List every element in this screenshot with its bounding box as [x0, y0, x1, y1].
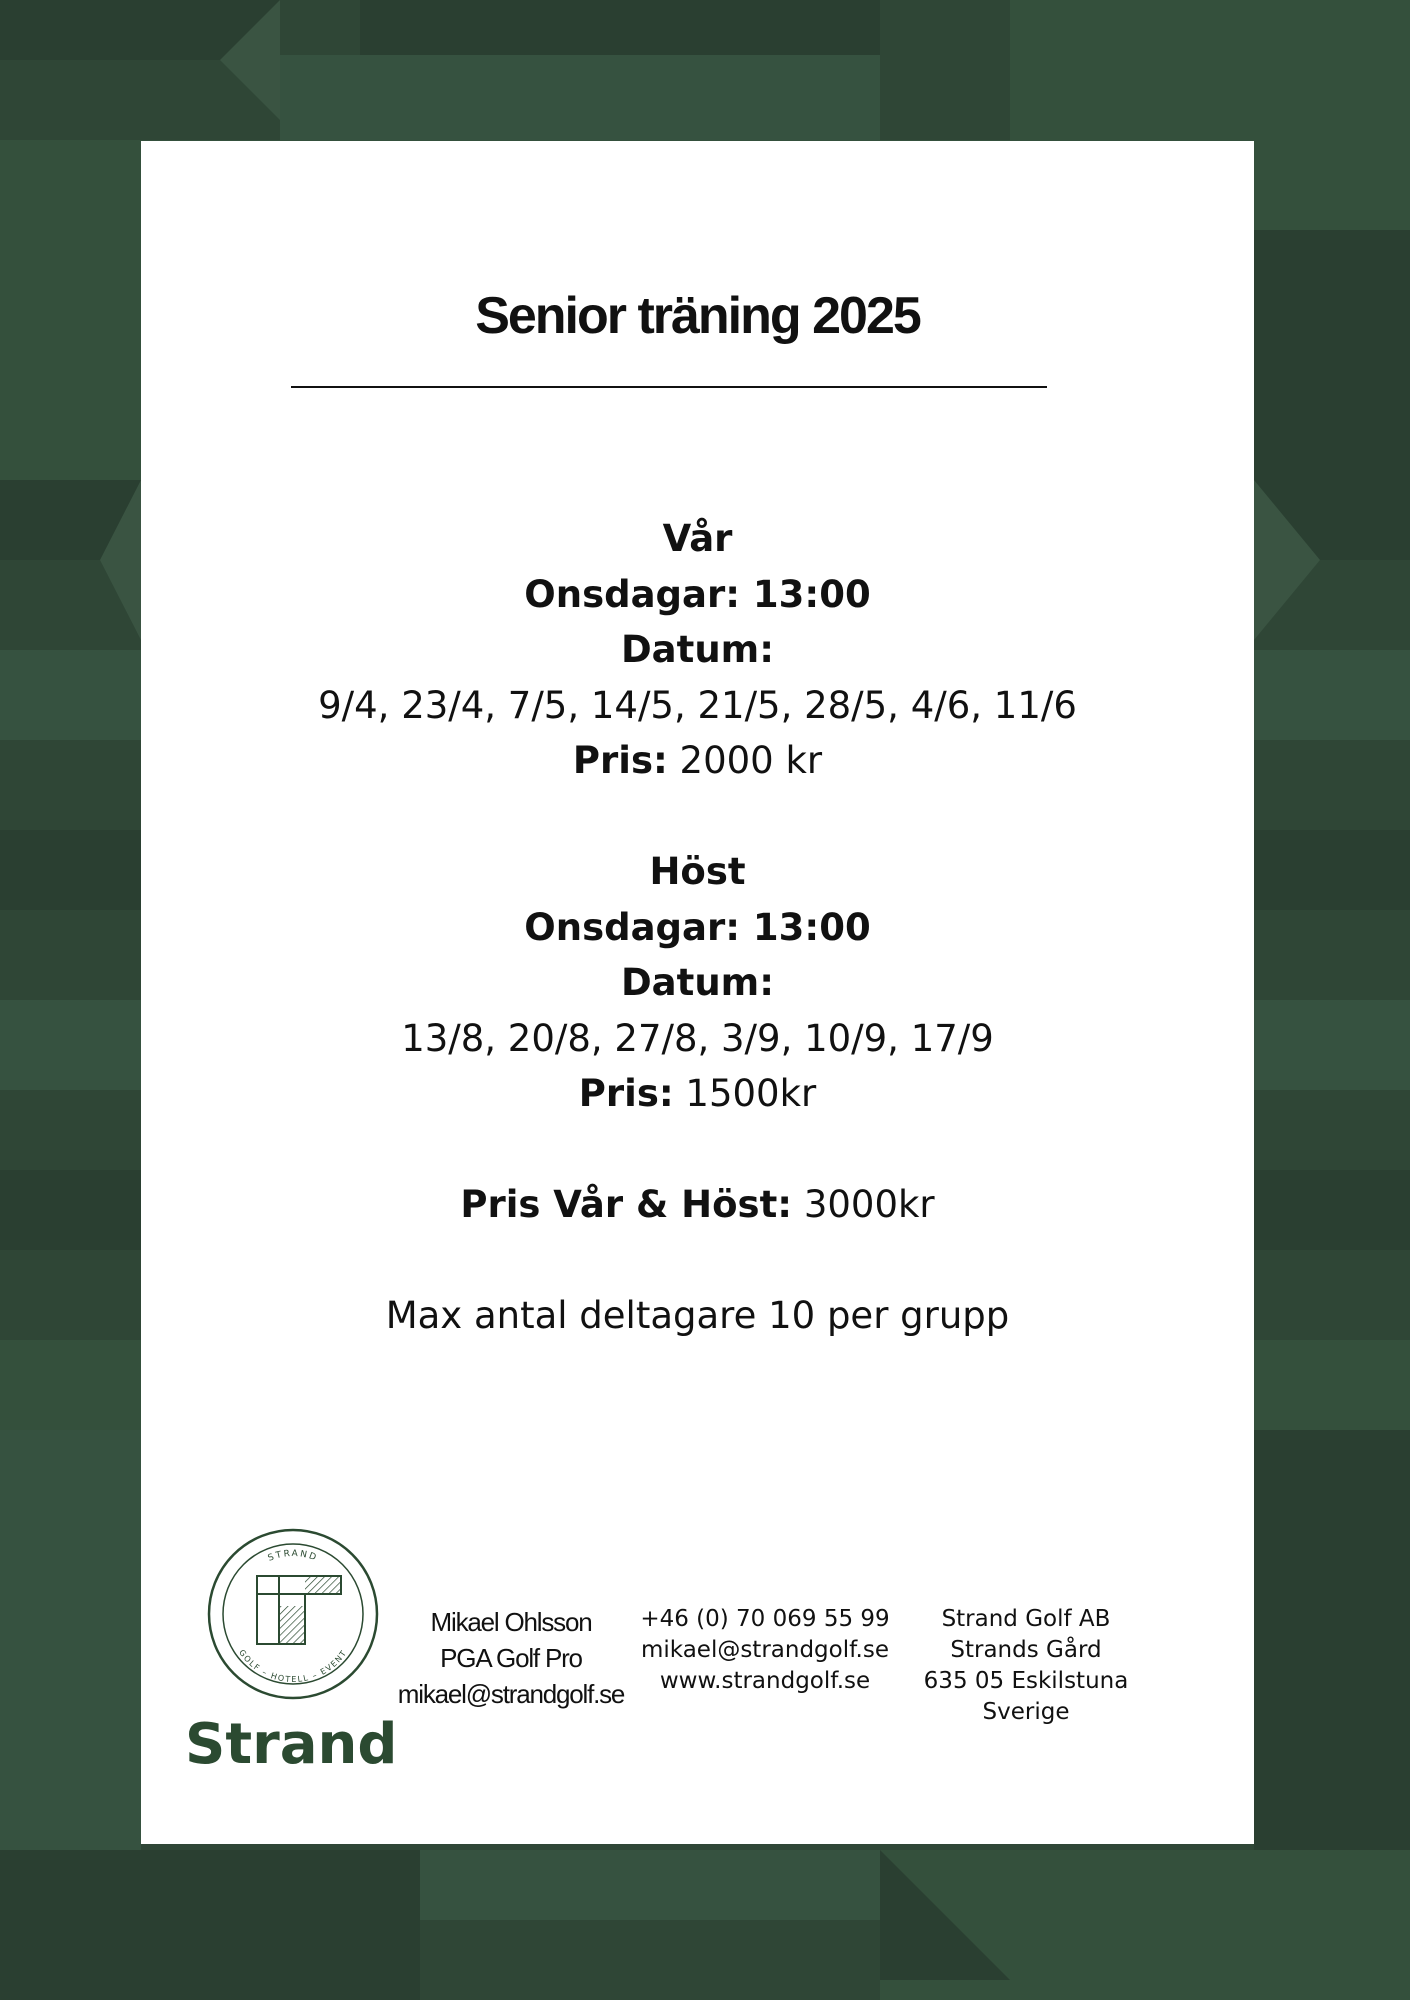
- contact-person: [391, 1604, 631, 1712]
- address-city: 635 05 Eskilstuna: [923, 1668, 1129, 1694]
- spring-dates-label: Datum:: [620, 628, 775, 671]
- spring-price-value: 2000 kr: [667, 739, 823, 782]
- page-title: Senior träning 2025: [475, 287, 920, 345]
- company-contact: [635, 1604, 895, 1697]
- spring-price: [141, 733, 1254, 789]
- company-name: Strand Golf AB: [941, 1606, 1111, 1632]
- contact-role: PGA Golf Pro: [440, 1643, 582, 1673]
- autumn-price-label: Pris:: [578, 1072, 674, 1115]
- title-divider: [291, 386, 1047, 388]
- svg-text:GOLF – HOTELL – EVENT: [237, 1648, 349, 1684]
- spring-schedule: Onsdagar: 13:00: [524, 572, 871, 616]
- autumn-dates: 13/8, 20/8, 27/8, 3/9, 10/9, 17/9: [401, 1016, 994, 1060]
- combined-price: [141, 1177, 1254, 1233]
- autumn-dates-label: Datum:: [620, 961, 775, 1004]
- autumn-price: [141, 1066, 1254, 1122]
- combined-price-label: Pris Vår & Höst:: [460, 1183, 793, 1226]
- autumn-price-value: 1500kr: [673, 1072, 817, 1115]
- autumn-schedule: Onsdagar: 13:00: [524, 905, 871, 949]
- svg-text:STRAND: [267, 1549, 319, 1564]
- address-street: Strands Gård: [950, 1637, 1102, 1663]
- company-email[interactable]: mikael@strandgolf.se: [640, 1637, 889, 1663]
- spring-heading: Vår: [662, 517, 733, 560]
- autumn-heading: Höst: [649, 850, 746, 893]
- spring-dates: 9/4, 23/4, 7/5, 14/5, 21/5, 28/5, 4/6, 11/6: [318, 683, 1077, 727]
- contact-name: Mikael Ohlsson: [430, 1607, 592, 1637]
- schedule-content: [141, 511, 1254, 1344]
- logo-ring-bottom: GOLF – HOTELL – EVENT: [237, 1648, 349, 1685]
- strand-logo-icon: [205, 1526, 381, 1702]
- flyer-card: [141, 141, 1254, 1844]
- contact-email[interactable]: mikael@strandgolf.se: [397, 1679, 625, 1709]
- logo-ring-top: STRAND: [266, 1548, 320, 1564]
- strand-wordmark: Strand: [185, 1712, 398, 1777]
- phone-number[interactable]: +46 (0) 70 069 55 99: [640, 1606, 890, 1632]
- address-country: Sverige: [982, 1699, 1070, 1725]
- spring-price-label: Pris:: [572, 739, 668, 782]
- capacity-note: Max antal deltagare 10 per grupp: [385, 1294, 1010, 1337]
- website-link[interactable]: www.strandgolf.se: [659, 1668, 871, 1694]
- company-address: [906, 1604, 1146, 1728]
- combined-price-value: 3000kr: [792, 1183, 935, 1226]
